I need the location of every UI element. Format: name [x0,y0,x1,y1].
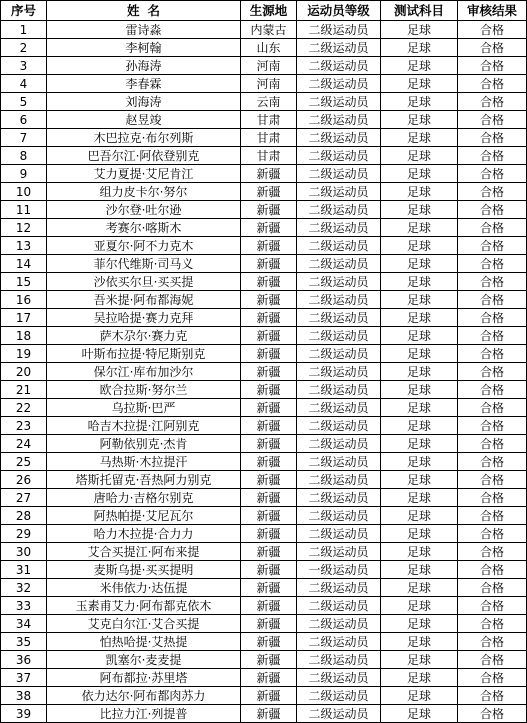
cell-index: 17 [1,309,47,327]
cell-athlete-level: 二级运动员 [297,615,381,633]
cell-name: 依力达尔·阿布都肉苏力 [47,687,241,705]
table-row [1,111,527,129]
cell-origin: 新疆 [241,183,297,201]
cell-name: 艾克白尔江·艾合买提 [47,615,241,633]
cell-name: 阿勒依别克·杰肯 [47,435,241,453]
table-body [1,21,527,723]
cell-name: 沙依买尔旦·买买提 [47,273,241,291]
header-test-subject: 测试科目 [381,1,458,21]
cell-origin: 新疆 [241,687,297,705]
cell-review-result: 合格 [458,219,527,237]
cell-review-result: 合格 [458,561,527,579]
cell-index: 31 [1,561,47,579]
table-row [1,417,527,435]
cell-origin: 新疆 [241,417,297,435]
cell-name: 艾力夏提·艾尼肯江 [47,165,241,183]
cell-test-subject: 足球 [381,453,458,471]
cell-index: 9 [1,165,47,183]
cell-review-result: 合格 [458,435,527,453]
cell-test-subject: 足球 [381,75,458,93]
cell-test-subject: 足球 [381,507,458,525]
table-row [1,219,527,237]
cell-test-subject: 足球 [381,561,458,579]
cell-origin: 新疆 [241,201,297,219]
cell-origin: 新疆 [241,615,297,633]
cell-athlete-level: 二级运动员 [297,669,381,687]
cell-athlete-level: 二级运动员 [297,255,381,273]
cell-test-subject: 足球 [381,219,458,237]
cell-origin: 新疆 [241,399,297,417]
cell-origin: 新疆 [241,633,297,651]
cell-review-result: 合格 [458,543,527,561]
cell-review-result: 合格 [458,669,527,687]
cell-name: 赵昱竣 [47,111,241,129]
cell-review-result: 合格 [458,489,527,507]
cell-test-subject: 足球 [381,579,458,597]
table-row [1,399,527,417]
cell-name: 刘海涛 [47,93,241,111]
cell-review-result: 合格 [458,633,527,651]
cell-review-result: 合格 [458,453,527,471]
cell-name: 艾合买提江·阿布来提 [47,543,241,561]
table-row [1,453,527,471]
cell-name: 塔斯托留克·吾热阿力别克 [47,471,241,489]
cell-athlete-level: 二级运动员 [297,327,381,345]
cell-athlete-level: 二级运动员 [297,129,381,147]
table-row [1,309,527,327]
cell-test-subject: 足球 [381,345,458,363]
cell-index: 4 [1,75,47,93]
cell-name: 比拉力江·列提普 [47,705,241,723]
cell-name: 菲尔代维斯·司马义 [47,255,241,273]
cell-index: 24 [1,435,47,453]
cell-athlete-level: 二级运动员 [297,363,381,381]
cell-athlete-level: 二级运动员 [297,345,381,363]
cell-review-result: 合格 [458,417,527,435]
cell-index: 13 [1,237,47,255]
table-row [1,165,527,183]
cell-test-subject: 足球 [381,39,458,57]
cell-test-subject: 足球 [381,381,458,399]
cell-athlete-level: 二级运动员 [297,507,381,525]
table-row [1,579,527,597]
cell-review-result: 合格 [458,165,527,183]
cell-test-subject: 足球 [381,597,458,615]
cell-review-result: 合格 [458,201,527,219]
cell-review-result: 合格 [458,129,527,147]
cell-index: 12 [1,219,47,237]
cell-test-subject: 足球 [381,651,458,669]
table-row [1,561,527,579]
cell-athlete-level: 二级运动员 [297,579,381,597]
table-row [1,651,527,669]
cell-test-subject: 足球 [381,399,458,417]
cell-index: 19 [1,345,47,363]
cell-review-result: 合格 [458,327,527,345]
cell-athlete-level: 二级运动员 [297,417,381,435]
cell-review-result: 合格 [458,111,527,129]
cell-athlete-level: 二级运动员 [297,453,381,471]
cell-name: 李春霖 [47,75,241,93]
cell-test-subject: 足球 [381,489,458,507]
cell-review-result: 合格 [458,399,527,417]
cell-index: 18 [1,327,47,345]
table-row [1,327,527,345]
cell-athlete-level: 二级运动员 [297,597,381,615]
cell-name: 米伟依力·达伍提 [47,579,241,597]
cell-test-subject: 足球 [381,165,458,183]
cell-origin: 云南 [241,93,297,111]
cell-origin: 新疆 [241,525,297,543]
cell-test-subject: 足球 [381,417,458,435]
cell-name: 麦斯乌提·买买提明 [47,561,241,579]
cell-test-subject: 足球 [381,111,458,129]
cell-origin: 新疆 [241,345,297,363]
cell-origin: 新疆 [241,705,297,723]
cell-index: 35 [1,633,47,651]
cell-review-result: 合格 [458,345,527,363]
cell-name: 凯塞尔·麦麦提 [47,651,241,669]
cell-index: 14 [1,255,47,273]
cell-origin: 新疆 [241,651,297,669]
cell-name: 欧合拉斯·努尔兰 [47,381,241,399]
cell-athlete-level: 二级运动员 [297,201,381,219]
cell-index: 30 [1,543,47,561]
table-row [1,21,527,39]
table-row [1,39,527,57]
cell-origin: 新疆 [241,543,297,561]
cell-name: 李柯翰 [47,39,241,57]
table-header [1,1,527,21]
cell-athlete-level: 二级运动员 [297,93,381,111]
cell-athlete-level: 二级运动员 [297,489,381,507]
cell-index: 2 [1,39,47,57]
cell-test-subject: 足球 [381,633,458,651]
cell-athlete-level: 二级运动员 [297,57,381,75]
cell-review-result: 合格 [458,381,527,399]
cell-index: 16 [1,291,47,309]
cell-test-subject: 足球 [381,201,458,219]
cell-review-result: 合格 [458,651,527,669]
cell-name: 沙尔登·吐尔逊 [47,201,241,219]
cell-index: 32 [1,579,47,597]
header-index: 序号 [1,1,47,21]
cell-index: 28 [1,507,47,525]
cell-review-result: 合格 [458,309,527,327]
cell-name: 萨木尕尔·赛力克 [47,327,241,345]
cell-name: 亚夏尔·阿不力克木 [47,237,241,255]
cell-test-subject: 足球 [381,525,458,543]
cell-name: 怕热哈提·艾热提 [47,633,241,651]
cell-athlete-level: 一级运动员 [297,561,381,579]
cell-athlete-level: 二级运动员 [297,525,381,543]
cell-index: 21 [1,381,47,399]
cell-origin: 内蒙古 [241,21,297,39]
cell-name: 木巴拉克·布尔列斯 [47,129,241,147]
cell-athlete-level: 二级运动员 [297,633,381,651]
cell-athlete-level: 二级运动员 [297,75,381,93]
cell-index: 3 [1,57,47,75]
cell-athlete-level: 二级运动员 [297,237,381,255]
cell-origin: 新疆 [241,165,297,183]
cell-review-result: 合格 [458,525,527,543]
cell-name: 阿布都拉·苏里塔 [47,669,241,687]
cell-review-result: 合格 [458,471,527,489]
cell-athlete-level: 二级运动员 [297,309,381,327]
cell-index: 22 [1,399,47,417]
cell-test-subject: 足球 [381,147,458,165]
table-row [1,435,527,453]
header-athlete-level: 运动员等级 [297,1,381,21]
cell-test-subject: 足球 [381,687,458,705]
cell-review-result: 合格 [458,21,527,39]
cell-review-result: 合格 [458,597,527,615]
cell-index: 8 [1,147,47,165]
table-row [1,597,527,615]
cell-name: 乌拉斯·巴严 [47,399,241,417]
cell-origin: 甘肃 [241,147,297,165]
cell-origin: 河南 [241,57,297,75]
cell-index: 25 [1,453,47,471]
cell-origin: 新疆 [241,507,297,525]
table-row [1,543,527,561]
cell-name: 雷诗淼 [47,21,241,39]
table-row [1,147,527,165]
cell-review-result: 合格 [458,57,527,75]
cell-index: 23 [1,417,47,435]
header-row [1,1,527,21]
table-row [1,129,527,147]
cell-origin: 新疆 [241,255,297,273]
header-origin: 生源地 [241,1,297,21]
table-row [1,705,527,723]
cell-index: 37 [1,669,47,687]
cell-origin: 甘肃 [241,129,297,147]
cell-origin: 新疆 [241,363,297,381]
cell-origin: 新疆 [241,435,297,453]
cell-athlete-level: 二级运动员 [297,687,381,705]
cell-origin: 新疆 [241,579,297,597]
cell-athlete-level: 二级运动员 [297,705,381,723]
cell-name: 吴拉哈提·赛力克拜 [47,309,241,327]
cell-test-subject: 足球 [381,669,458,687]
cell-athlete-level: 二级运动员 [297,111,381,129]
cell-test-subject: 足球 [381,273,458,291]
cell-index: 15 [1,273,47,291]
cell-review-result: 合格 [458,237,527,255]
cell-origin: 新疆 [241,381,297,399]
cell-index: 5 [1,93,47,111]
cell-review-result: 合格 [458,93,527,111]
cell-name: 孙海涛 [47,57,241,75]
cell-test-subject: 足球 [381,93,458,111]
cell-index: 39 [1,705,47,723]
cell-name: 唐哈力·吉格尔别克 [47,489,241,507]
cell-origin: 山东 [241,39,297,57]
cell-athlete-level: 二级运动员 [297,399,381,417]
cell-test-subject: 足球 [381,327,458,345]
cell-review-result: 合格 [458,615,527,633]
cell-origin: 新疆 [241,273,297,291]
cell-test-subject: 足球 [381,21,458,39]
cell-athlete-level: 二级运动员 [297,165,381,183]
cell-review-result: 合格 [458,39,527,57]
cell-athlete-level: 二级运动员 [297,435,381,453]
cell-test-subject: 足球 [381,129,458,147]
cell-athlete-level: 二级运动员 [297,21,381,39]
cell-test-subject: 足球 [381,57,458,75]
cell-name: 保尔江·库布加沙尔 [47,363,241,381]
cell-origin: 新疆 [241,669,297,687]
cell-name: 考赛尔·喀斯木 [47,219,241,237]
table-row [1,669,527,687]
table-row [1,471,527,489]
cell-origin: 甘肃 [241,111,297,129]
cell-origin: 新疆 [241,219,297,237]
cell-review-result: 合格 [458,273,527,291]
cell-review-result: 合格 [458,579,527,597]
cell-athlete-level: 二级运动员 [297,273,381,291]
cell-name: 吾米提·阿布都海妮 [47,291,241,309]
cell-name: 组力皮卡尔·努尔 [47,183,241,201]
cell-athlete-level: 二级运动员 [297,471,381,489]
cell-test-subject: 足球 [381,291,458,309]
cell-name: 阿热帕提·艾尼瓦尔 [47,507,241,525]
cell-origin: 新疆 [241,561,297,579]
cell-test-subject: 足球 [381,237,458,255]
cell-origin: 新疆 [241,489,297,507]
table-row [1,291,527,309]
header-review-result: 审核结果 [458,1,527,21]
table-row [1,273,527,291]
cell-origin: 新疆 [241,237,297,255]
table-row [1,615,527,633]
cell-review-result: 合格 [458,147,527,165]
table-row [1,525,527,543]
cell-test-subject: 足球 [381,543,458,561]
table-row [1,633,527,651]
cell-test-subject: 足球 [381,705,458,723]
cell-name: 哈力木拉提·合力力 [47,525,241,543]
cell-test-subject: 足球 [381,435,458,453]
cell-review-result: 合格 [458,363,527,381]
cell-origin: 新疆 [241,309,297,327]
cell-index: 11 [1,201,47,219]
table-row [1,345,527,363]
cell-test-subject: 足球 [381,309,458,327]
cell-index: 26 [1,471,47,489]
cell-index: 6 [1,111,47,129]
cell-index: 38 [1,687,47,705]
table-row [1,687,527,705]
table-row [1,237,527,255]
table-row [1,381,527,399]
cell-review-result: 合格 [458,687,527,705]
cell-index: 27 [1,489,47,507]
cell-athlete-level: 二级运动员 [297,219,381,237]
table-row [1,93,527,111]
cell-athlete-level: 二级运动员 [297,183,381,201]
cell-review-result: 合格 [458,183,527,201]
cell-index: 36 [1,651,47,669]
table-row [1,507,527,525]
cell-index: 7 [1,129,47,147]
cell-athlete-level: 二级运动员 [297,543,381,561]
cell-test-subject: 足球 [381,471,458,489]
table-row [1,201,527,219]
cell-test-subject: 足球 [381,255,458,273]
cell-athlete-level: 二级运动员 [297,651,381,669]
cell-name: 巴吾尔江·阿依登别克 [47,147,241,165]
cell-athlete-level: 二级运动员 [297,291,381,309]
cell-review-result: 合格 [458,255,527,273]
cell-origin: 新疆 [241,471,297,489]
table-row [1,363,527,381]
cell-index: 20 [1,363,47,381]
table-row [1,489,527,507]
cell-name: 马热斯·木拉提汗 [47,453,241,471]
cell-index: 29 [1,525,47,543]
table-row [1,75,527,93]
cell-test-subject: 足球 [381,363,458,381]
cell-index: 33 [1,597,47,615]
cell-origin: 新疆 [241,453,297,471]
cell-index: 34 [1,615,47,633]
cell-name: 叶斯布拉提·特尼斯别克 [47,345,241,363]
cell-name: 玉素甫艾力·阿布都克依木 [47,597,241,615]
header-name: 姓名 [47,1,241,21]
cell-index: 10 [1,183,47,201]
cell-athlete-level: 二级运动员 [297,147,381,165]
cell-athlete-level: 二级运动员 [297,381,381,399]
table-row [1,57,527,75]
cell-test-subject: 足球 [381,615,458,633]
cell-index: 1 [1,21,47,39]
cell-origin: 新疆 [241,291,297,309]
cell-review-result: 合格 [458,75,527,93]
cell-review-result: 合格 [458,507,527,525]
cell-athlete-level: 二级运动员 [297,39,381,57]
cell-origin: 新疆 [241,327,297,345]
table-row [1,255,527,273]
cell-test-subject: 足球 [381,183,458,201]
cell-review-result: 合格 [458,291,527,309]
cell-origin: 河南 [241,75,297,93]
cell-name: 哈吉木拉提·江阿别克 [47,417,241,435]
cell-review-result: 合格 [458,705,527,723]
cell-origin: 新疆 [241,597,297,615]
table-row [1,183,527,201]
